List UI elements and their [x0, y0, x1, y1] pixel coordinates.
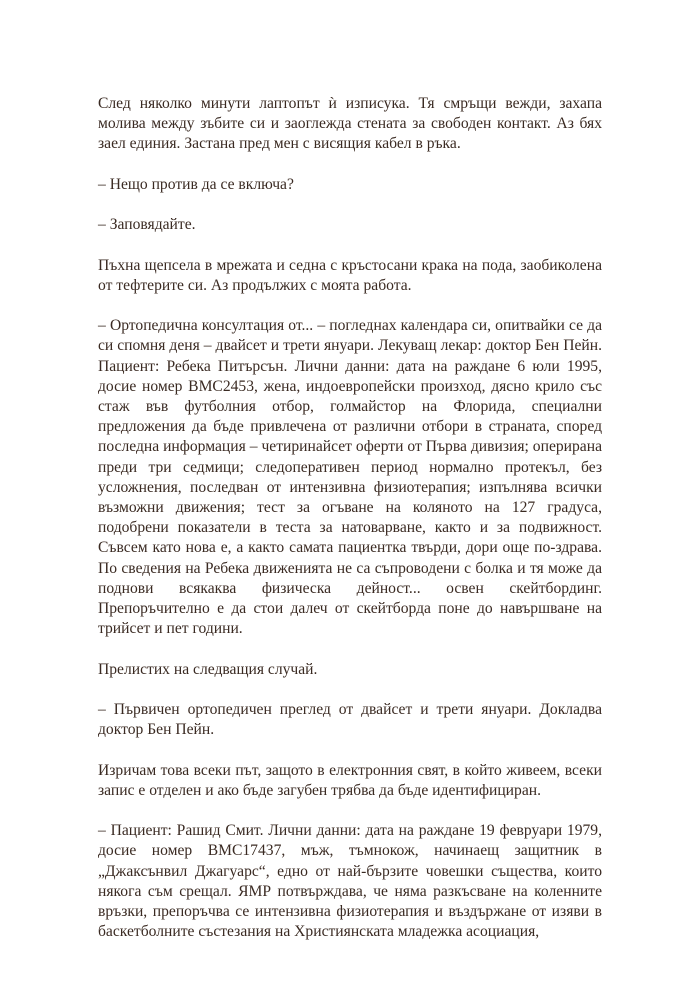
paragraph-question: – Нещо против да се включа? [98, 175, 294, 193]
paragraph-plug: Пъхна щепсела в мрежата и седна с кръстосани крака на пода, заобиколена от тефтерите си. Аз продължих с моята работа. [98, 256, 602, 294]
paragraph-consultation: – Ортопедична консултация от... – погледнах календара си, опитвайки се да си спомня деня – двайсет и трети януари. Лекуващ лекар: доктор Бен Пейн. Пациент: Ребека Питърсън. Лични данни: дата на раждане 6 юли 1995, досие номер BMC2453, жена, индоевропейски произход, дясно крило със стаж във футболния отбор, голмайстор на Флорида, специални предложения да бъде привлечена от различни отбори в страната, според последна информация – четиринайсет оферти от Първа дивизия; оперирана преди три седмици; следоперативен период нормално протекъл, без усложнения, последван от интензивна физиотерапия; изпълнява всички възможни движения; тест за огъване на коляното на 127 градуса, подобрени показатели в теста за натоварване, както и за подвижност. Съвсем като нова е, а както самата пациентка твърди, дори още по-здрава. По сведения на Ребека движенията не са съпроводени с болка и тя може да поднови всякаква физическа дейност... освен скейтбординг. Препоръчително е да стои далеч от скейтборда поне до навършване на трийсет и пет години. [98, 317, 602, 638]
paragraph-next-case: Прелистих на следващия случай. [98, 660, 318, 678]
paragraph-electronic-world: Изричам това всеки път, защото в електронния свят, в който живеем, всеки запис е отделен и ако бъде загубен трябва да бъде идентифициран. [98, 761, 602, 799]
paragraph-reply: – Заповядайте. [98, 216, 196, 234]
paragraph-patient-smith: – Пациент: Рашид Смит. Лични данни: дата на раждане 19 февруари 1979, досие номер BMC17437, мъж, тъмнокож, начинаещ защитник в „Джаксънвил Джагуарс“, едно от най-бързите човешки същества, които някога съм срещал. ЯМР потвърждава, че няма разкъсване на коленните връзки, препоръчва се интензивна физиотерапия и въздържане от изяви в баскетболните състезания на Християнската младежка асоциация, [98, 822, 602, 941]
paragraph-laptop: След няколко минути лаптопът ѝ изписука. Тя смръщи вежди, захапа молива между зъбите си и заоглежда стената за свободен контакт. Аз бях заел единия. Застана пред мен с висящия кабел в ръка. [98, 95, 602, 153]
document-page [98, 94, 602, 963]
paragraph-primary-exam: – Първичен ортопедичен преглед от двайсет и трети януари. Докладва доктор Бен Пейн. [98, 701, 602, 739]
